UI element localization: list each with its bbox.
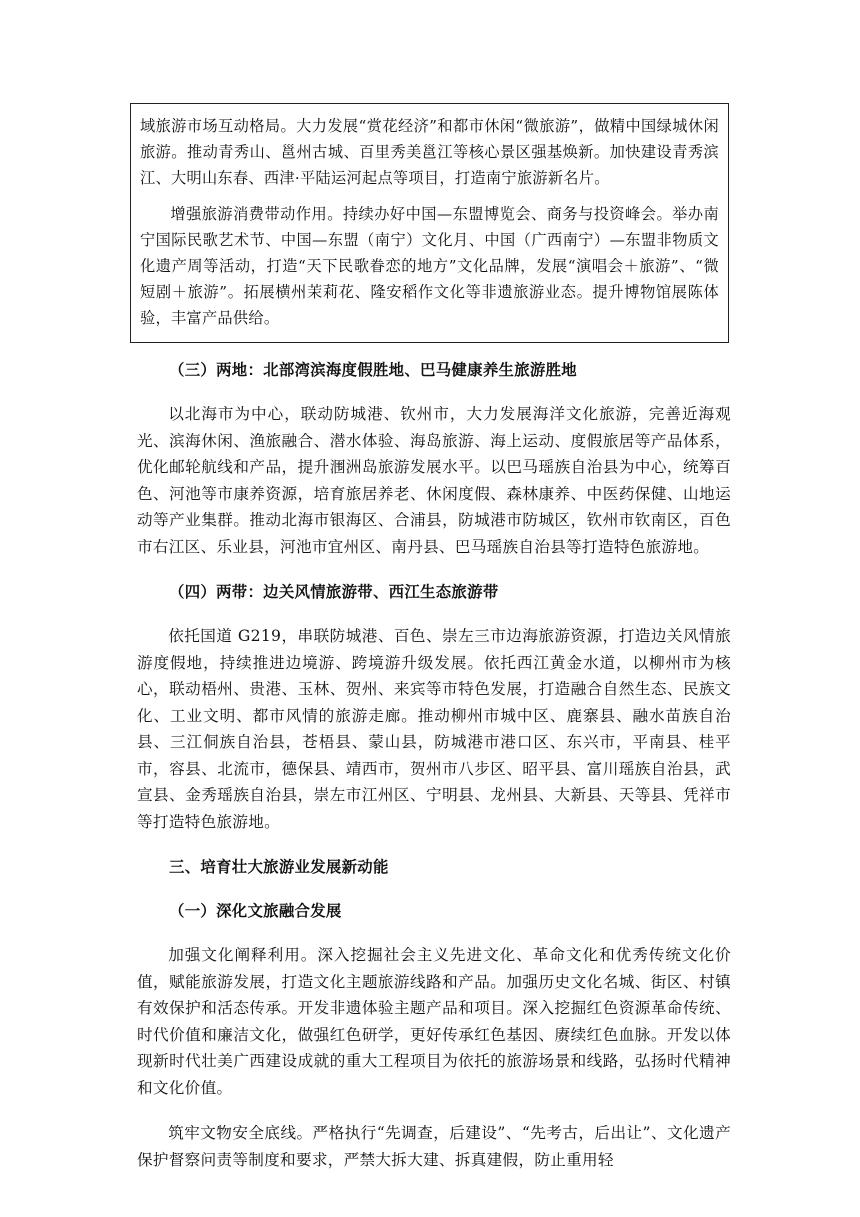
box-paragraph-2: 增强旅游消费带动作用。持续办好中国—东盟博览会、商务与投资峰会。举办南宁国际民歌艺术节、中国—东盟（南宁）文化月、中国（广西南宁）—东盟非物质文化遗产周等活动，打造“天下民歌眷恋的地方”文化品牌，发展“演唱会＋旅游”、“微短剧＋旅游”。拓展横州茉莉花、隆安稻作文化等非遗旅游业态。提升博物馆展陈体验，丰富产品供给。: [140, 205, 719, 327]
paragraph-culture-interpretation: 加强文化阐释利用。深入挖掘社会主义先进文化、革命文化和优秀传统文化价值，赋能旅游发展，打造文化主题旅游线路和产品。加强历史文化名城、街区、村镇有效保护和活态传承。开发非遗体验主题产品和项目。深入挖掘红色资源革命传统、时代价值和廉洁文化，做强红色研学，更好传承红色基因、赓续红色血脉。开发以体现新时代壮美广西建设成就的重大工程项目为依托的旅游场景和线路，弘扬时代精神和文化价值。: [137, 946, 731, 1097]
document-body: [137, 357, 731, 1173]
section-heading-two-places: （三）两地：北部湾滨海度假胜地、巴马健康养生旅游胜地: [169, 361, 577, 379]
chapter-heading: 三、培育壮大旅游业发展新动能: [169, 858, 389, 876]
paragraph-heritage-safety: 筑牢文物安全底线。严格执行“先调查，后建设”、“先考古，后出让”、文化遗产保护督察问责等制度和要求，严禁大拆大建、拆真建假，防止重用轻: [137, 1124, 731, 1169]
boxed-text-frame: [130, 103, 729, 343]
box-paragraph-1: 域旅游市场互动格局。大力发展“赏花经济”和都市休闲“微旅游”，做精中国绿城休闲旅游。推动青秀山、邕州古城、百里秀美邕江等核心景区强基焕新。加快建设青秀滨江、大明山东春、西津·平陆运河起点等项目，打造南宁旅游新名片。: [140, 117, 719, 187]
section-heading-two-belts: （四）两带：边关风情旅游带、西江生态旅游带: [169, 583, 499, 601]
paragraph-two-belts: 依托国道 G219，串联防城港、百色、崇左三市边海旅游资源，打造边关风情旅游度假地，持续推进边境游、跨境游升级发展。依托西江黄金水道，以柳州市为核心，联动梧州、贵港、玉林、贺州、来宾等市特色发展，打造融合自然生态、民族文化、工业文明、都市风情的旅游走廊。推动柳州市城中区、鹿寨县、融水苗族自治县、三江侗族自治县，苍梧县、蒙山县，防城港市港口区、东兴市，平南县、桂平市，容县、北流市，德保县、靖西市，贺州市八步区、昭平县、富川瑶族自治县，武宣县、金秀瑶族自治县，崇左市江州区、宁明县、龙州县、大新县、天等县、凭祥市等打造特色旅游地。: [137, 627, 731, 831]
subsection-heading: （一）深化文旅融合发展: [169, 902, 342, 920]
paragraph-two-places: 以北海市为中心，联动防城港、钦州市，大力发展海洋文化旅游，完善近海观光、滨海休闲、渔旅融合、潜水体验、海岛旅游、海上运动、度假旅居等产品体系，优化邮轮航线和产品，提升涠洲岛旅游发展水平。以巴马瑶族自治县为中心，统筹百色、河池等市康养资源，培育旅居养老、休闲度假、森林康养、中医药保健、山地运动等产业集群。推动北海市银海区、合浦县，防城港市防城区，钦州市钦南区，百色市右江区、乐业县，河池市宜州区、南丹县、巴马瑶族自治县等打造特色旅游地。: [137, 405, 731, 556]
